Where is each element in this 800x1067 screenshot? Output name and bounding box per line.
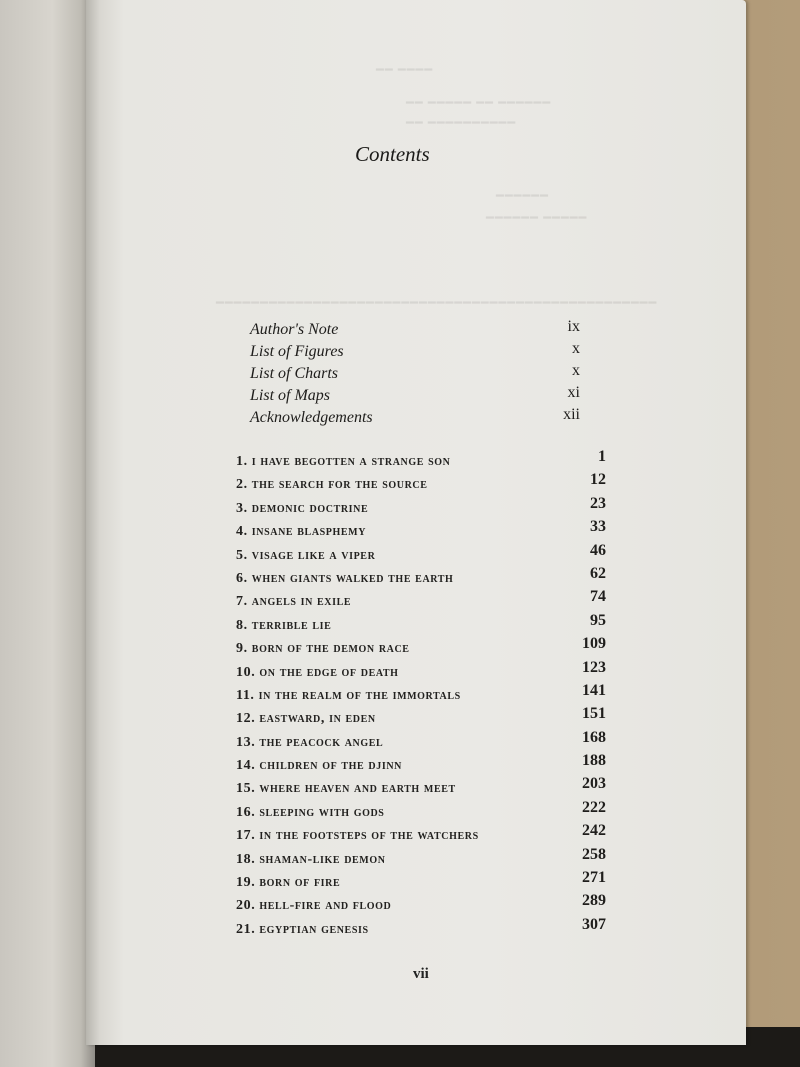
- chapter-title: 15. where heaven and earth meet: [236, 781, 456, 797]
- chapter-page-number: 271: [582, 869, 606, 887]
- entry-label: List of Maps: [250, 387, 331, 404]
- chapter-entry: [236, 494, 606, 520]
- chapter-page-number: 141: [582, 681, 606, 699]
- entry-label: List of Charts: [250, 365, 339, 382]
- chapter-entry: [236, 520, 606, 543]
- chapter-title: 2. the search for the source: [236, 477, 428, 493]
- chapter-page-number: 203: [582, 775, 606, 793]
- chapter-title: 5. visage like a viper: [236, 547, 376, 563]
- show-through-text: ━━━━━━ ━━━━━: [486, 210, 588, 225]
- chapter-title: 8. terrible lie: [236, 617, 332, 633]
- chapter-page-number: 123: [582, 658, 606, 676]
- entry-label: List of Figures: [250, 343, 344, 360]
- entry-page-number: x: [572, 362, 580, 379]
- front-matter-entry: [250, 384, 580, 406]
- chapter-page-number: 307: [582, 915, 606, 933]
- chapter-page-number: 222: [582, 798, 606, 816]
- show-through-text: ━━ ━━━━━ ━━ ━━━━━━: [406, 95, 552, 110]
- chapter-page-number: 95: [590, 611, 606, 629]
- chapter-entry: [236, 824, 606, 847]
- chapter-entry: [236, 541, 606, 567]
- chapter-title: 6. when giants walked the earth: [236, 570, 454, 586]
- chapter-entry: [236, 871, 606, 894]
- chapter-title: 7. angels in exile: [236, 594, 352, 610]
- entry-page-number: ix: [567, 318, 580, 335]
- front-matter-entry: [250, 318, 580, 340]
- chapter-title: 12. eastward, in eden: [236, 711, 376, 727]
- chapter-entry: [236, 564, 606, 590]
- chapter-entry: [236, 590, 606, 613]
- chapter-page-number: 74: [590, 588, 606, 606]
- chapter-page-number: 1: [598, 448, 606, 465]
- chapter-page-number: 12: [590, 471, 606, 489]
- entry-label: Acknowledgements: [250, 409, 373, 426]
- chapter-title: 9. born of the demon race: [236, 641, 410, 657]
- entry-page-number: xii: [563, 406, 580, 423]
- show-through-text: ━━━━━━: [496, 188, 549, 203]
- chapter-page-number: 23: [590, 494, 606, 512]
- chapter-entry: [236, 450, 606, 473]
- chapter-page-number: 46: [590, 541, 606, 559]
- chapter-entry: [236, 728, 606, 754]
- chapter-title: 17. in the footsteps of the watchers: [236, 828, 479, 844]
- chapter-title: 10. on the edge of death: [236, 664, 399, 680]
- entry-page-number: x: [572, 340, 580, 357]
- chapter-page-number: 289: [582, 892, 606, 910]
- chapter-entry: [236, 473, 606, 496]
- chapter-title: 11. in the realm of the immortals: [236, 687, 461, 703]
- chapter-entry: [236, 894, 606, 917]
- chapter-entry: [236, 754, 606, 777]
- chapter-page-number: 151: [582, 705, 606, 723]
- show-through-text: ━━━━━━━━━━━━━━━━━━━━━━━━━━━━━━━━━━━━━━━━━━━━━━━━━━: [216, 295, 658, 310]
- chapter-title: 21. egyptian genesis: [236, 921, 369, 937]
- chapter-page-number: 188: [582, 752, 606, 770]
- show-through-text: ━━ ━━━━━━━━━━: [406, 115, 517, 130]
- chapter-page-number: 168: [582, 728, 606, 746]
- chapter-entry: [236, 707, 606, 730]
- left-page: [0, 0, 95, 1067]
- chapter-title: 3. demonic doctrine: [236, 500, 369, 516]
- chapter-list: [236, 450, 606, 941]
- chapter-title: 1. i have begotten a strange son: [236, 454, 451, 469]
- chapter-page-number: 258: [582, 845, 606, 863]
- front-matter-entry: [250, 340, 580, 362]
- entry-label: Author's Note: [250, 321, 339, 338]
- chapter-entry: [236, 915, 606, 941]
- page-folio: vii: [413, 966, 429, 982]
- chapter-entry: [236, 658, 606, 684]
- chapter-entry: [236, 681, 606, 707]
- chapter-page-number: 33: [590, 518, 606, 536]
- chapter-entry: [236, 798, 606, 824]
- chapter-entry: [236, 611, 606, 637]
- chapter-title: 18. shaman-like demon: [236, 851, 386, 867]
- front-matter-entry: [250, 362, 580, 384]
- chapter-title: 16. sleeping with gods: [236, 804, 385, 820]
- page-title: Contents: [355, 142, 430, 166]
- chapter-title: 20. hell-fire and flood: [236, 898, 392, 914]
- front-matter-list: [250, 318, 580, 428]
- chapter-entry: [236, 845, 606, 871]
- chapter-title: 4. insane blasphemy: [236, 524, 367, 540]
- chapter-page-number: 109: [582, 635, 606, 653]
- chapter-entry: [236, 777, 606, 800]
- chapter-page-number: 62: [590, 564, 606, 582]
- chapter-title: 14. children of the djinn: [236, 758, 402, 774]
- chapter-title: 19. born of fire: [236, 875, 341, 891]
- chapter-entry: [236, 637, 606, 660]
- front-matter-entry: [250, 406, 580, 428]
- entry-page-number: xi: [567, 384, 580, 401]
- show-through-text: ━━ ━━━━: [376, 62, 434, 77]
- chapter-page-number: 242: [582, 822, 606, 840]
- chapter-title: 13. the peacock angel: [236, 734, 384, 750]
